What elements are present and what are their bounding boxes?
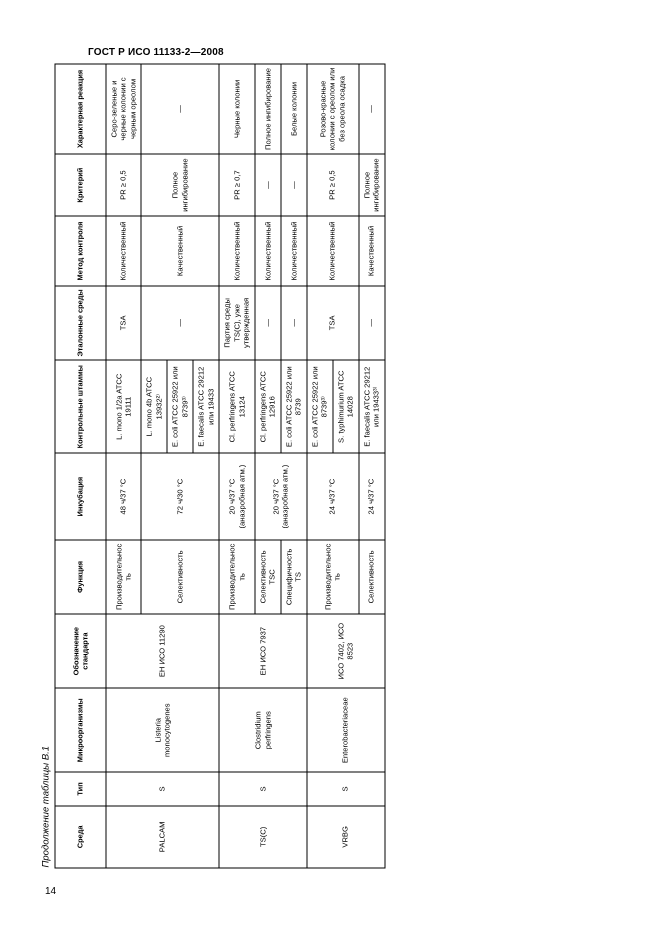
col-header-function: Функция	[55, 539, 106, 613]
cell-type: S	[306, 772, 384, 806]
cell-strain: E. coli ATCC 25922 или 8739	[280, 360, 306, 453]
col-header-method: Метод контроля	[55, 216, 106, 285]
cell-reference-medium: TSA	[106, 285, 141, 359]
cell-criterion: —	[280, 153, 306, 215]
cell-reaction: Черные колонии	[219, 64, 254, 154]
cell-organisms: Listeria monocytogenes	[106, 688, 219, 772]
cell-strain: Cl. perfringens ATCC 12916	[254, 360, 280, 453]
table-row	[306, 64, 332, 868]
col-header-type: Тип	[55, 772, 106, 806]
cell-reaction: —	[141, 64, 219, 154]
cell-medium: VRBG	[306, 805, 384, 867]
cell-strain: E. coli ATCC 25922 или 8739³⁾	[167, 360, 193, 453]
cell-method: Количественный	[254, 216, 280, 285]
table-row	[106, 64, 141, 868]
cell-organisms: Enterobacteriaceae	[306, 688, 384, 772]
cell-incubation: 20 ч/37 °C (анаэробная атм.)	[219, 453, 254, 539]
cell-function: Производительность	[219, 539, 254, 613]
cell-medium: PALCAM	[106, 805, 219, 867]
cell-strain: E. faecalis ATCC 29212 или 19433	[193, 360, 219, 453]
cell-criterion: PR ≥ 0,5	[306, 153, 358, 215]
cell-standard: ЕН ИСО 11290	[106, 614, 219, 688]
cell-incubation: 24 ч/37 °C	[306, 453, 358, 539]
cell-strain: E. coli ATCC 25922 или 8739³⁾	[306, 360, 332, 453]
cell-reference-medium: —	[280, 285, 306, 359]
col-header-reaction: Характерная реакция	[55, 64, 106, 154]
table-continuation-label: Продолжение таблицы В.1	[40, 745, 51, 867]
cell-reaction: Серо-зеленые и черные колонии с черным ореолом	[106, 64, 141, 154]
cell-method: Количественный	[280, 216, 306, 285]
cell-reference-medium: Партия среды TS(C), уже утвержденная	[219, 285, 254, 359]
cell-strain: S. typhimurium ATCC 14028	[332, 360, 358, 453]
cell-criterion: PR ≥ 0,7	[219, 153, 254, 215]
cell-standard: ИСО 7402, ИСО 8523	[306, 614, 384, 688]
cell-strain: Cl. perfringens ATCC 13124	[219, 360, 254, 453]
table-row	[219, 64, 254, 868]
cell-reference-medium: —	[254, 285, 280, 359]
col-header-incubation: Инкубация	[55, 453, 106, 539]
cell-reaction: Белые колонии	[280, 64, 306, 154]
cell-criterion: PR ≥ 0,5	[106, 153, 141, 215]
cell-standard: ЕН ИСО 7937	[219, 614, 306, 688]
col-header-organisms: Микроорганизмы	[55, 688, 106, 772]
cell-reference-medium: —	[141, 285, 219, 359]
cell-type: S	[106, 772, 219, 806]
cell-strain: L. mono 1/2a ATCC 19111	[106, 360, 141, 453]
col-header-strains: Контрольные штаммы	[55, 360, 106, 453]
cell-reference-medium: TSA	[306, 285, 358, 359]
cell-criterion: —	[254, 153, 280, 215]
col-header-reference-media: Эталонные среды	[55, 285, 106, 359]
page-number: 14	[45, 886, 57, 897]
standard-header: ГОСТ Р ИСО 11133-2—2008	[88, 47, 224, 58]
cell-medium: TS(C)	[219, 805, 306, 867]
col-header-medium: Среда	[55, 805, 106, 867]
table-b1	[54, 63, 385, 868]
cell-incubation: 48 ч/37 °C	[106, 453, 141, 539]
cell-method: Количественный	[219, 216, 254, 285]
cell-criterion: Полное ингибирование	[141, 153, 219, 215]
cell-reaction: Розово-красные колонии с ореолом или без ореола осадка	[306, 64, 358, 154]
cell-strain: E. faecalis ATCC 29212 или 19433³⁾	[358, 360, 384, 453]
cell-type: S	[219, 772, 306, 806]
cell-reaction: Полное ингибирование	[254, 64, 280, 154]
cell-reference-medium: —	[358, 285, 384, 359]
cell-method: Количественный	[306, 216, 358, 285]
cell-criterion: Полное ингибирование	[358, 153, 384, 215]
rotated-table-area	[40, 63, 615, 868]
cell-function: Селективность	[141, 539, 219, 613]
cell-strain: L. mono 4b ATCC 13932²⁾	[141, 360, 167, 453]
cell-function: Селективность TSC	[254, 539, 280, 613]
cell-function: Специфичность TS	[280, 539, 306, 613]
cell-incubation: 20 ч/37 °C (анаэробная атм.)	[254, 453, 306, 539]
cell-organisms: Clostridium perfringens	[219, 688, 306, 772]
table-header-row	[55, 64, 106, 868]
cell-incubation: 24 ч/37 °C	[358, 453, 384, 539]
cell-reaction: —	[358, 64, 384, 154]
cell-method: Количественный	[106, 216, 141, 285]
cell-method: Качественный	[358, 216, 384, 285]
cell-incubation: 72 ч/30 °C	[141, 453, 219, 539]
cell-method: Качественный	[141, 216, 219, 285]
cell-function: Производительность	[306, 539, 358, 613]
col-header-criterion: Критерий	[55, 153, 106, 215]
col-header-standard: Обозначение стандарта	[55, 614, 106, 688]
cell-function: Селективность	[358, 539, 384, 613]
cell-function: Производительность	[106, 539, 141, 613]
